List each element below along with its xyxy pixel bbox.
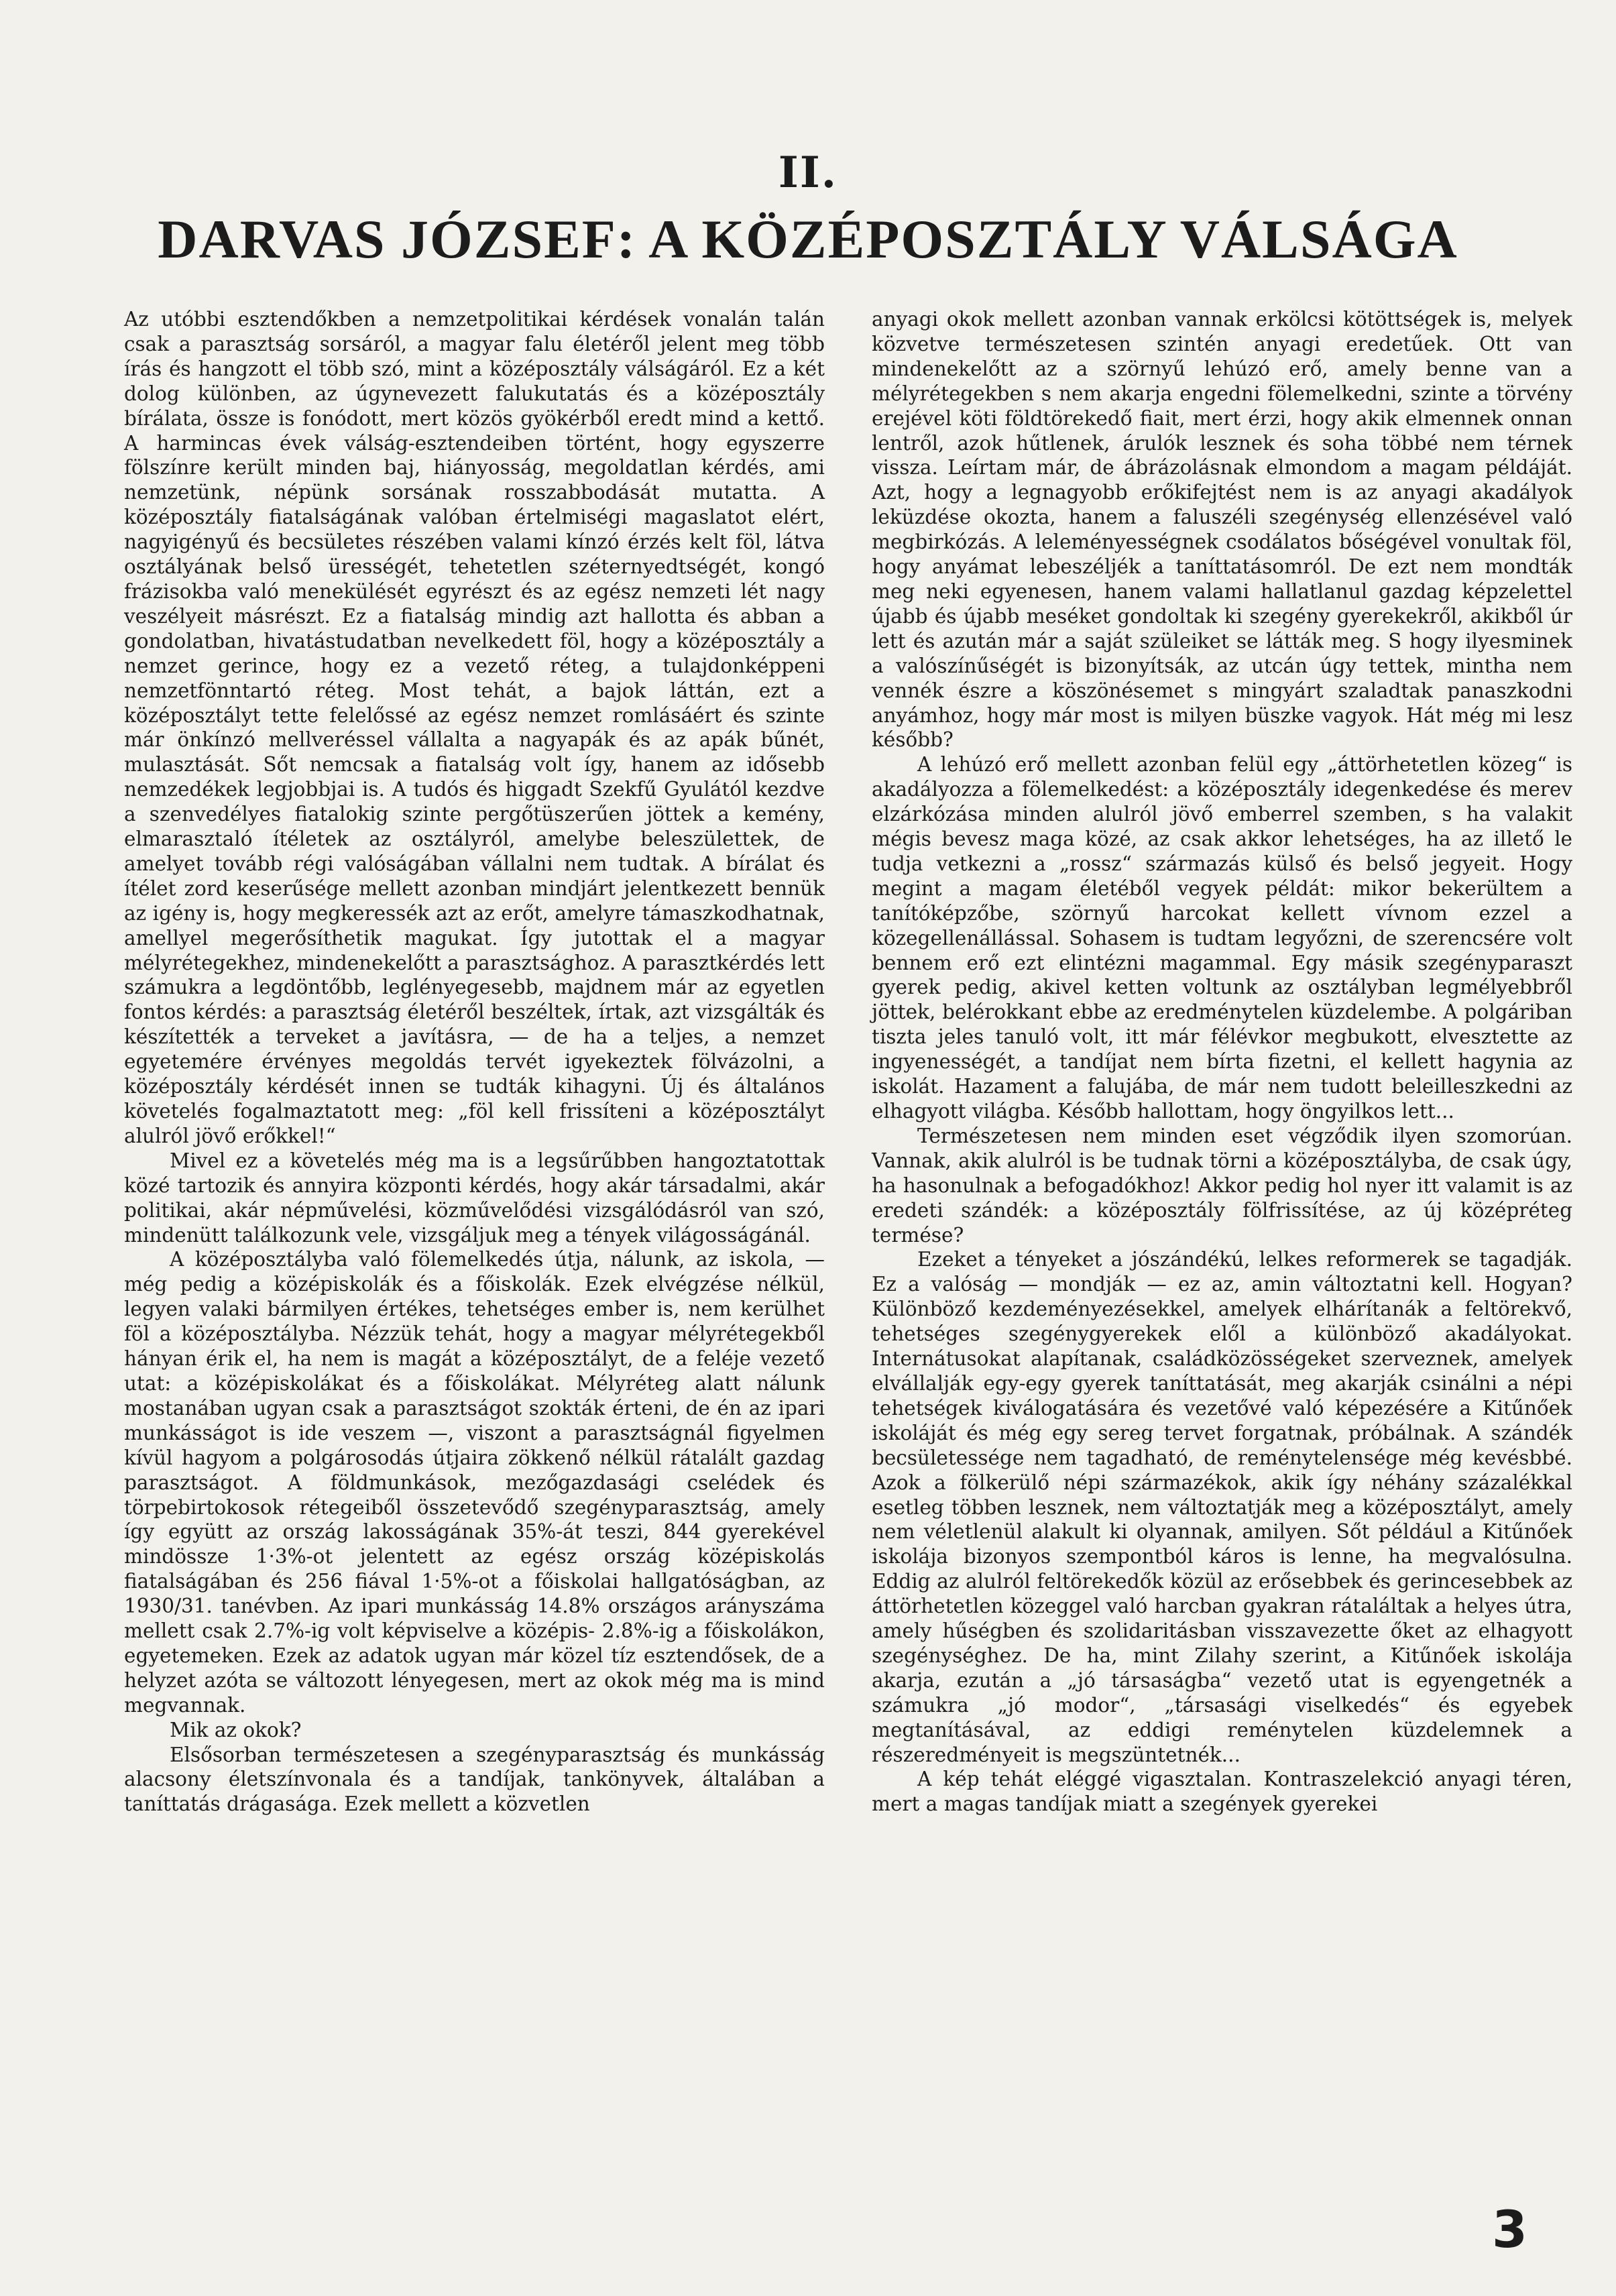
paragraph: Ezeket a tényeket a jószándékú, lelkes reformerek se tagadják. Ez a valóság — mondják — ez az, amin változtatni kell. Hogyan? Különböző kezdeményezésekkel, amelyek elhárítanák a feltörekvő, tehetséges szegénygyerekek elől a különböző akadályokat. Internátusokat alapítanak, családközösségeket szerveznek, amelyek elvállalják egy-egy gyerek taníttatását, meg akarják csinálni a népi tehetségek kiválogatására és vezetővé való képezésére a Kitűnőek iskoláját és még egy sereg tervet forgatnak, próbálnak. A szándék becsületessége nem tagadható, de reménytelensége még kevésbbé. Azok a fölkerülő népi származékok, akik így néhány százalékkal esetleg többen lesznek, nem változtatják meg a középosztályt, amely nem véletlenül alakult ki olyannak, amilyen. Sőt például a Kitűnőek iskolája bizonyos szempontból káros is lenne, ha megvalósulna. Eddig az alulról feltörekedők közül az erősebbek és gerincesebbek az áttörhetetlen közeggel való harcban gyakran rátaláltak a helyes útra, amely hűségben és szolidaritásban visszavezette őket az elhagyott szegénységhez. De ha, mint Zilahy szerint, a Kitűnőek iskolája akarja, ezután a „jó társaságba“ vezető utat is egyengetnék a számukra „jó modor“, „társasági viselkedés“ és egyebek megtanításával, az eddigi reménytelen küzdelemnek a részeredményeit is megszüntetnék... [872,1248,1572,1766]
paragraph: A kép tehát eléggé vigasztalan. Kontraszelekció anyagi téren, mert a magas tandíjak miatt a szegények gyerekei [872,1768,1572,1816]
paragraph: Mik az okok? [170,1718,302,1741]
paragraph: A lehúzó erő mellett azonban felül egy „áttörhetetlen közeg“ is akadályozza a fölemelkedést: a középosztály idegenkedése és merev elzárkózása minden alulról jövő emberrel szemben, s ha valakit mégis bevesz maga közé, az csak akkor lehetséges, ha az illető le tudja vetkezni a „rossz“ származás külső és belső jegyeit. Hogy megint a magam életéből vegyek példát: mikor bekerültem a tanítóképzőbe, szörnyű harcokat kellett vívnom ezzel a közegellenállással. Sohasem is tudtam legyőzni, de szerencsére volt bennem erő ezt elintézni magammal. Egy másik szegényparaszt gyerek pedig, akivel ketten voltunk az osztályban legmélyebbről jöttek, belérokkant ebbe az eredménytelen küzdelembe. A polgáriban tiszta jeles tanuló volt, itt már félévkor megbukott, elvesztette az ingyenességét, a tandíjat nem bírta fizetni, el kellett hagynia az iskolát. Hazament a falujába, de már nem tudott beleilleszkedni az elhagyott világba. Később hallottam, hogy öngyilkos lett... [872,753,1572,1123]
section-numeral: II. [778,148,838,198]
paragraph: Elsősorban természetesen a szegényparasztság és munkásság alacsony életszínvonala és a tandíjak, tankönyvek, általában a taníttatás drágasága. Ezek mellett a közvetlen [124,1743,825,1816]
right-column [872,307,1572,1817]
left-column [124,307,825,1817]
paragraph: anyagi okok mellett azonban vannak erkölcsi kötöttségek is, melyek közvetve természetesen szintén anyagi eredetűek. Ott van mindenekelőtt az a szörnyű lehúzó erő, amely benne van a mélyrétegekben s nem akarja engedni fölemelkedni, szinte a törvény erejével köti földtörekedő fiait, mert érzi, hogy akik elmennek onnan lentről, azok hűtlenek, árulók lesznek és soha többé nem térnek vissza. Leírtam már, de ábrázolásnak elmondom a magam példáját. Azt, hogy a legnagyobb erőkifejtést nem is az anyagi akadályok leküzdése okozta, hanem a faluszéli szegénység ellenzésével való megbirkózás. A leleményességnek csodálatos bőségével vonultak föl, hogy anyámat lebeszéljék a taníttatásomról. De ezt nem mondták meg neki egyenesen, hanem valami hallatlanul gazdag képzelettel újabb és újabb meséket gondoltak ki szegény gyerekekről, akikből úr lett és azután már a saját szüleiket se látták meg. S hogy ilyesminek a valószínűségét is bizonyítsák, az utcán úgy tettek, mintha nem vennék észre a köszönésemet s mingyárt szaladtak panaszkodni anyámhoz, hogy már most is milyen büszke vagyok. Hát még mi lesz később? [872,308,1572,752]
paragraph: Természetesen nem minden eset végződik ilyen szomorúan. Vannak, akik alulról is be tudnak törni a középosztályba, de csak úgy, ha hasonulnak a befogadókhoz! Akkor pedig hol nyer itt valamit is az eredeti szándék: a középosztály fölfrissítése, az új középréteg termése? [872,1124,1572,1247]
paragraph: A középosztályba való fölemelkedés útja, nálunk, az iskola, — még pedig a középiskolák és a főiskolák. Ezek elvégzése nélkül, legyen valaki bármilyen értékes, tehetséges ember is, nem kerülhet föl a középosztályba. Nézzük tehát, hogy a magyar mélyrétegekből hányan érik el, ha nem is magát a középosztályt, de a feléje vezető utat: a középiskolákat és a főiskolákat. Mélyréteg alatt nálunk mostanában ugyan csak a parasztságot szokták érteni, de én az ipari munkásságot is ide veszem —, viszont a parasztságnál figyelmen kívül hagyom a polgárosodás útjaira zökkenő nélkül rátalált gazdag parasztságot. A földmunkások, mezőgazdasági cselédek és törpebirtokosok rétegeiből összetevődő szegényparasztság, amely így együtt az ország lakosságának 35%-át teszi, 844 gyerekével mindössze 1·3%-ot jelentett az egész ország középiskolás fiatalságában és 256 fiával 1·5%-ot a főiskolai hallgatóságban, az 1930/31. tanévben. Az ipari munkásság 14.8% országos arányszáma mellett csak 2.7%-ig volt képviselve a középis- 2.8%-ig a főiskolákon, egyetemeken. Ezek az adatok ugyan már közel tíz esztendősek, de a helyzet azóta se változott lényegesen, mert az okok még ma is mind megvannak. [124,1248,825,1717]
article-title: DARVAS JÓZSEF: A KÖZÉPOSZTÁLY VÁLSÁGA [158,209,1458,270]
paragraph: Az utóbbi esztendőkben a nemzetpolitikai kérdések vonalán talán csak a parasztság sorsáról, a magyar falu életéről jelent meg több írás és hangzott el több szó, mint a középosztály válságáról. Ez a két dolog különben, az úgynevezett falukutatás és a középosztály bírálata, össze is fonódott, mert közös gyökérből eredt mind a kettő. A harmincas évek válság-esztendeiben történt, hogy egyszerre fölszínre került minden baj, hiányosság, megoldatlan kérdés, ami nemzetünk, népünk sorsának rosszabbodását mutatta. A középosztály fiatalságának valóban értelmiségi magaslatot elért, nagyigényű és becsületes részében valami kínzó érzés kelt föl, látva osztályának belső ürességét, tehetetlen széternyedtségét, kongó frázisokba való menekülését egyrészt és az egész nemzeti lét nagy veszélyeit másrészt. Ez a fiatalság mindig azt hallotta és abban a gondolatban, hivatástudatban nevelkedett föl, hogy a középosztály a nemzet gerince, hogy ez a vezető réteg, a tulajdonképpeni nemzetfönntartó réteg. Most tehát, a bajok láttán, ezt a középosztályt tette felelőssé az egész nemzet romlásáért és szinte már önkínzó mellveréssel vállalta a nagyapák és az apák bűnét, mulasztását. Sőt nemcsak a fiatalság volt így, hanem az idősebb nemzedékek legjobbjai is. A tudós és higgadt Szekfű Gyulától kezdve a szenvedélyes fiatalokig szinte pergőtüszerűen jöttek a kemény, elmarasztaló ítéletek az osztályról, amelybe beleszülettek, de amelyet tovább régi valóságában vállalni nem tudtak. A bírálat és ítélet zord keserűsége mellett azonban mindjárt jelentkezett bennük az igény is, hogy megkeressék azt az erőt, amelyre támaszkodhatnak, amellyel megerősíthetik magukat. Így jutottak el a magyar mélyrétegekhez, mindenekelőtt a parasztsághoz. A parasztkérdés lett számukra a legdöntőbb, leglényegesebb, majdnem már az egyetlen fontos kérdés: a parasztság életéről beszéltek, írtak, azt vizsgálták és készítették a terveket a javításra, — de ha a teljes, a nemzet egyetemére érvényes megoldás tervét igyekeztek fölvázolni, a középosztály kérdését innen se tudták kihagyni. Új és általános követelés fogalmaztatott meg: „föl kell frissíteni a középosztályt alulról jövő erőkkel!“ [124,308,825,1147]
paragraph: Mivel ez a követelés még ma is a legsűrűbben hangoztatottak közé tartozik és annyira központi kérdés, hogy akár társadalmi, akár politikai, akár népművelési, közművelődési vizsgálódásról van szó, mindenütt találkozunk vele, vizsgáljuk meg a tények világosságánál. [124,1149,825,1247]
page-number: 3 [1492,2199,1527,2259]
